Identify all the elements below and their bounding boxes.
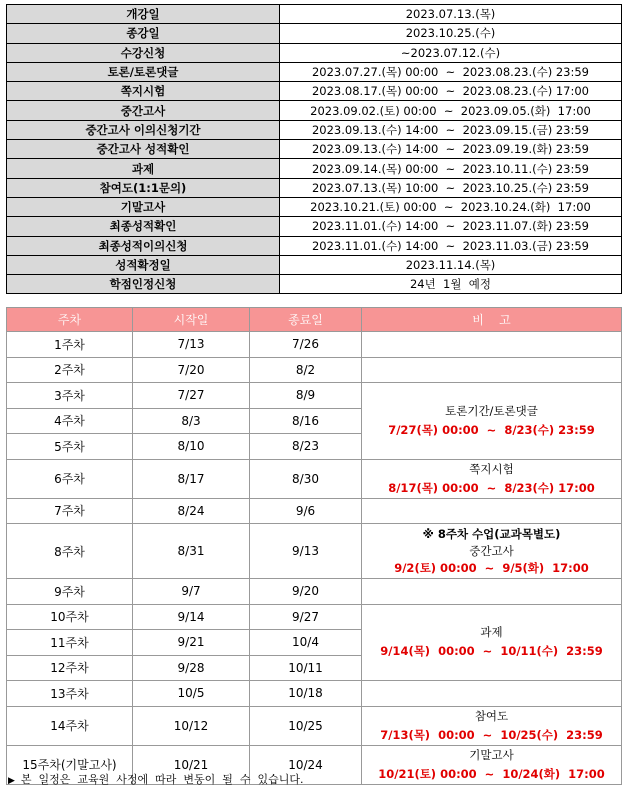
schedule-value: 2023.09.14.(목) 00:00 ~ 2023.10.11.(수) 23:59 bbox=[280, 159, 622, 178]
table-row bbox=[7, 357, 622, 383]
end-cell: 10/11 bbox=[250, 655, 362, 681]
note-final-date: 10/21(토) 00:00 ~ 10/24(화) 17:00 bbox=[378, 766, 605, 781]
start-cell: 7/20 bbox=[133, 357, 250, 383]
schedule-label: 성적확정일 bbox=[7, 255, 280, 274]
table-row bbox=[7, 498, 622, 524]
schedule-value: 2023.11.01.(수) 14:00 ~ 2023.11.07.(화) 23:59 bbox=[280, 217, 622, 236]
note-quiz-title: 쪽지시험 bbox=[469, 461, 514, 476]
week-cell: 2주차 bbox=[7, 357, 133, 383]
end-cell: 9/27 bbox=[250, 604, 362, 630]
schedule-row bbox=[7, 140, 622, 159]
note-midterm-title: 중간고사 bbox=[469, 543, 514, 558]
header-week: 주차 bbox=[7, 308, 133, 332]
schedule-label: 개강일 bbox=[7, 5, 280, 24]
end-cell: 8/2 bbox=[250, 357, 362, 383]
schedule-label: 참여도(1:1문의) bbox=[7, 178, 280, 197]
end-cell: 8/30 bbox=[250, 459, 362, 498]
schedule-label: 최종성적확인 bbox=[7, 217, 280, 236]
footer-text: 본 일정은 교육원 사정에 따라 변동이 될 수 있습니다. bbox=[20, 773, 304, 786]
schedule-value: 2023.07.27.(목) 00:00 ~ 2023.08.23.(수) 23:59 bbox=[280, 62, 622, 81]
schedule-value: 2023.08.17.(목) 00:00 ~ 2023.08.23.(수) 17:00 bbox=[280, 82, 622, 101]
schedule-label: 최종성적이의신청 bbox=[7, 236, 280, 255]
footer-notice bbox=[8, 771, 304, 787]
schedule-value: 2023.09.02.(토) 00:00 ~ 2023.09.05.(화) 17:00 bbox=[280, 101, 622, 120]
schedule-row bbox=[7, 159, 622, 178]
schedule-value: 2023.10.21.(토) 00:00 ~ 2023.10.24.(화) 17:00 bbox=[280, 197, 622, 216]
end-cell: 8/23 bbox=[250, 434, 362, 460]
schedule-label: 수강신청 bbox=[7, 43, 280, 62]
schedule-label: 중간고사 성적확인 bbox=[7, 140, 280, 159]
end-cell: 10/24 bbox=[250, 745, 362, 784]
note-quiz bbox=[362, 459, 622, 498]
note-midterm bbox=[362, 524, 622, 579]
schedule-row bbox=[7, 101, 622, 120]
start-cell: 8/10 bbox=[133, 434, 250, 460]
schedule-row bbox=[7, 120, 622, 139]
week-cell: 7주차 bbox=[7, 498, 133, 524]
start-cell: 9/28 bbox=[133, 655, 250, 681]
end-cell: 9/20 bbox=[250, 579, 362, 605]
schedule-value: 2023.10.25.(수) bbox=[280, 24, 622, 43]
week-cell: 4주차 bbox=[7, 408, 133, 434]
start-cell: 10/12 bbox=[133, 706, 250, 745]
week-cell: 14주차 bbox=[7, 706, 133, 745]
schedule-label: 중간고사 이의신청기간 bbox=[7, 120, 280, 139]
schedule-table bbox=[6, 4, 622, 294]
note-debate-title: 토론기간/토론댓글 bbox=[445, 403, 538, 418]
schedule-label: 쪽지시험 bbox=[7, 82, 280, 101]
header-note: 비 고 bbox=[362, 308, 622, 332]
start-cell: 7/13 bbox=[133, 332, 250, 358]
note-debate bbox=[362, 383, 622, 460]
schedule-value: 2023.09.13.(수) 14:00 ~ 2023.09.19.(화) 23:59 bbox=[280, 140, 622, 159]
start-cell: 8/3 bbox=[133, 408, 250, 434]
triangle-icon: ▶ bbox=[8, 776, 15, 786]
week-cell: 3주차 bbox=[7, 383, 133, 409]
schedule-label: 학점인정신청 bbox=[7, 275, 280, 294]
end-cell: 9/13 bbox=[250, 524, 362, 579]
note-quiz-date: 8/17(목) 00:00 ~ 8/23(수) 17:00 bbox=[388, 480, 595, 495]
week-cell: 11주차 bbox=[7, 630, 133, 656]
schedule-label: 토론/토론댓글 bbox=[7, 62, 280, 81]
week-cell: 10주차 bbox=[7, 604, 133, 630]
end-cell: 8/9 bbox=[250, 383, 362, 409]
note-participation bbox=[362, 706, 622, 745]
end-cell: 10/4 bbox=[250, 630, 362, 656]
schedule-value: 2023.07.13.(목) bbox=[280, 5, 622, 24]
week-cell: 1주차 bbox=[7, 332, 133, 358]
schedule-row bbox=[7, 178, 622, 197]
schedule-row bbox=[7, 43, 622, 62]
schedule-row bbox=[7, 217, 622, 236]
schedule-value: 2023.11.01.(수) 14:00 ~ 2023.11.03.(금) 23:59 bbox=[280, 236, 622, 255]
schedule-value: 2023.09.13.(수) 14:00 ~ 2023.09.15.(금) 23:59 bbox=[280, 120, 622, 139]
note-midterm-pre: ※ 8주차 수업(교과목별도) bbox=[422, 526, 561, 541]
start-cell: 10/5 bbox=[133, 681, 250, 707]
table-row bbox=[7, 459, 622, 498]
schedule-row bbox=[7, 236, 622, 255]
note-assignment-date: 9/14(목) 00:00 ~ 10/11(수) 23:59 bbox=[380, 644, 603, 659]
weekly-header-row bbox=[7, 308, 622, 332]
schedule-row bbox=[7, 5, 622, 24]
note-cell bbox=[362, 498, 622, 524]
note-assignment bbox=[362, 604, 622, 681]
note-cell bbox=[362, 332, 622, 358]
table-row bbox=[7, 383, 622, 409]
schedule-row bbox=[7, 197, 622, 216]
start-cell: 9/14 bbox=[133, 604, 250, 630]
header-start: 시작일 bbox=[133, 308, 250, 332]
schedule-table-body bbox=[7, 5, 622, 294]
schedule-row bbox=[7, 255, 622, 274]
schedule-label: 종강일 bbox=[7, 24, 280, 43]
schedule-label: 과제 bbox=[7, 159, 280, 178]
schedule-value: 2023.07.13.(목) 10:00 ~ 2023.10.25.(수) 23:59 bbox=[280, 178, 622, 197]
schedule-label: 기말고사 bbox=[7, 197, 280, 216]
start-cell: 7/27 bbox=[133, 383, 250, 409]
end-cell: 10/18 bbox=[250, 681, 362, 707]
note-assignment-title: 과제 bbox=[480, 625, 503, 640]
schedule-value: ~2023.07.12.(수) bbox=[280, 43, 622, 62]
note-cell bbox=[362, 357, 622, 383]
schedule-value: 2023.11.14.(목) bbox=[280, 255, 622, 274]
schedule-label: 중간고사 bbox=[7, 101, 280, 120]
weekly-table bbox=[6, 307, 622, 785]
note-final bbox=[362, 745, 622, 784]
week-cell: 5주차 bbox=[7, 434, 133, 460]
start-cell: 10/21 bbox=[133, 745, 250, 784]
start-cell: 9/21 bbox=[133, 630, 250, 656]
schedule-row bbox=[7, 62, 622, 81]
note-cell bbox=[362, 579, 622, 605]
week-cell: 6주차 bbox=[7, 459, 133, 498]
end-cell: 8/16 bbox=[250, 408, 362, 434]
schedule-value: 24년 1월 예정 bbox=[280, 275, 622, 294]
week-cell: 12주차 bbox=[7, 655, 133, 681]
week-cell: 9주차 bbox=[7, 579, 133, 605]
start-cell: 8/31 bbox=[133, 524, 250, 579]
schedule-row bbox=[7, 24, 622, 43]
week-cell: 8주차 bbox=[7, 524, 133, 579]
week-cell: 15주차(기말고사) bbox=[7, 745, 133, 784]
end-cell: 7/26 bbox=[250, 332, 362, 358]
table-row bbox=[7, 332, 622, 358]
start-cell: 8/17 bbox=[133, 459, 250, 498]
header-end: 종료일 bbox=[250, 308, 362, 332]
table-row bbox=[7, 524, 622, 579]
week-cell: 13주차 bbox=[7, 681, 133, 707]
note-participation-title: 참여도 bbox=[474, 708, 509, 723]
table-row bbox=[7, 604, 622, 630]
start-cell: 8/24 bbox=[133, 498, 250, 524]
end-cell: 9/6 bbox=[250, 498, 362, 524]
table-row bbox=[7, 579, 622, 605]
start-cell: 9/7 bbox=[133, 579, 250, 605]
table-row bbox=[7, 706, 622, 745]
table-row bbox=[7, 681, 622, 707]
schedule-row bbox=[7, 275, 622, 294]
end-cell: 10/25 bbox=[250, 706, 362, 745]
note-final-title: 기말고사 bbox=[469, 747, 514, 762]
note-cell bbox=[362, 681, 622, 707]
note-debate-date: 7/27(목) 00:00 ~ 8/23(수) 23:59 bbox=[388, 422, 595, 437]
note-participation-date: 7/13(목) 00:00 ~ 10/25(수) 23:59 bbox=[380, 727, 603, 742]
note-midterm-date: 9/2(토) 00:00 ~ 9/5(화) 17:00 bbox=[394, 560, 589, 575]
schedule-row bbox=[7, 82, 622, 101]
